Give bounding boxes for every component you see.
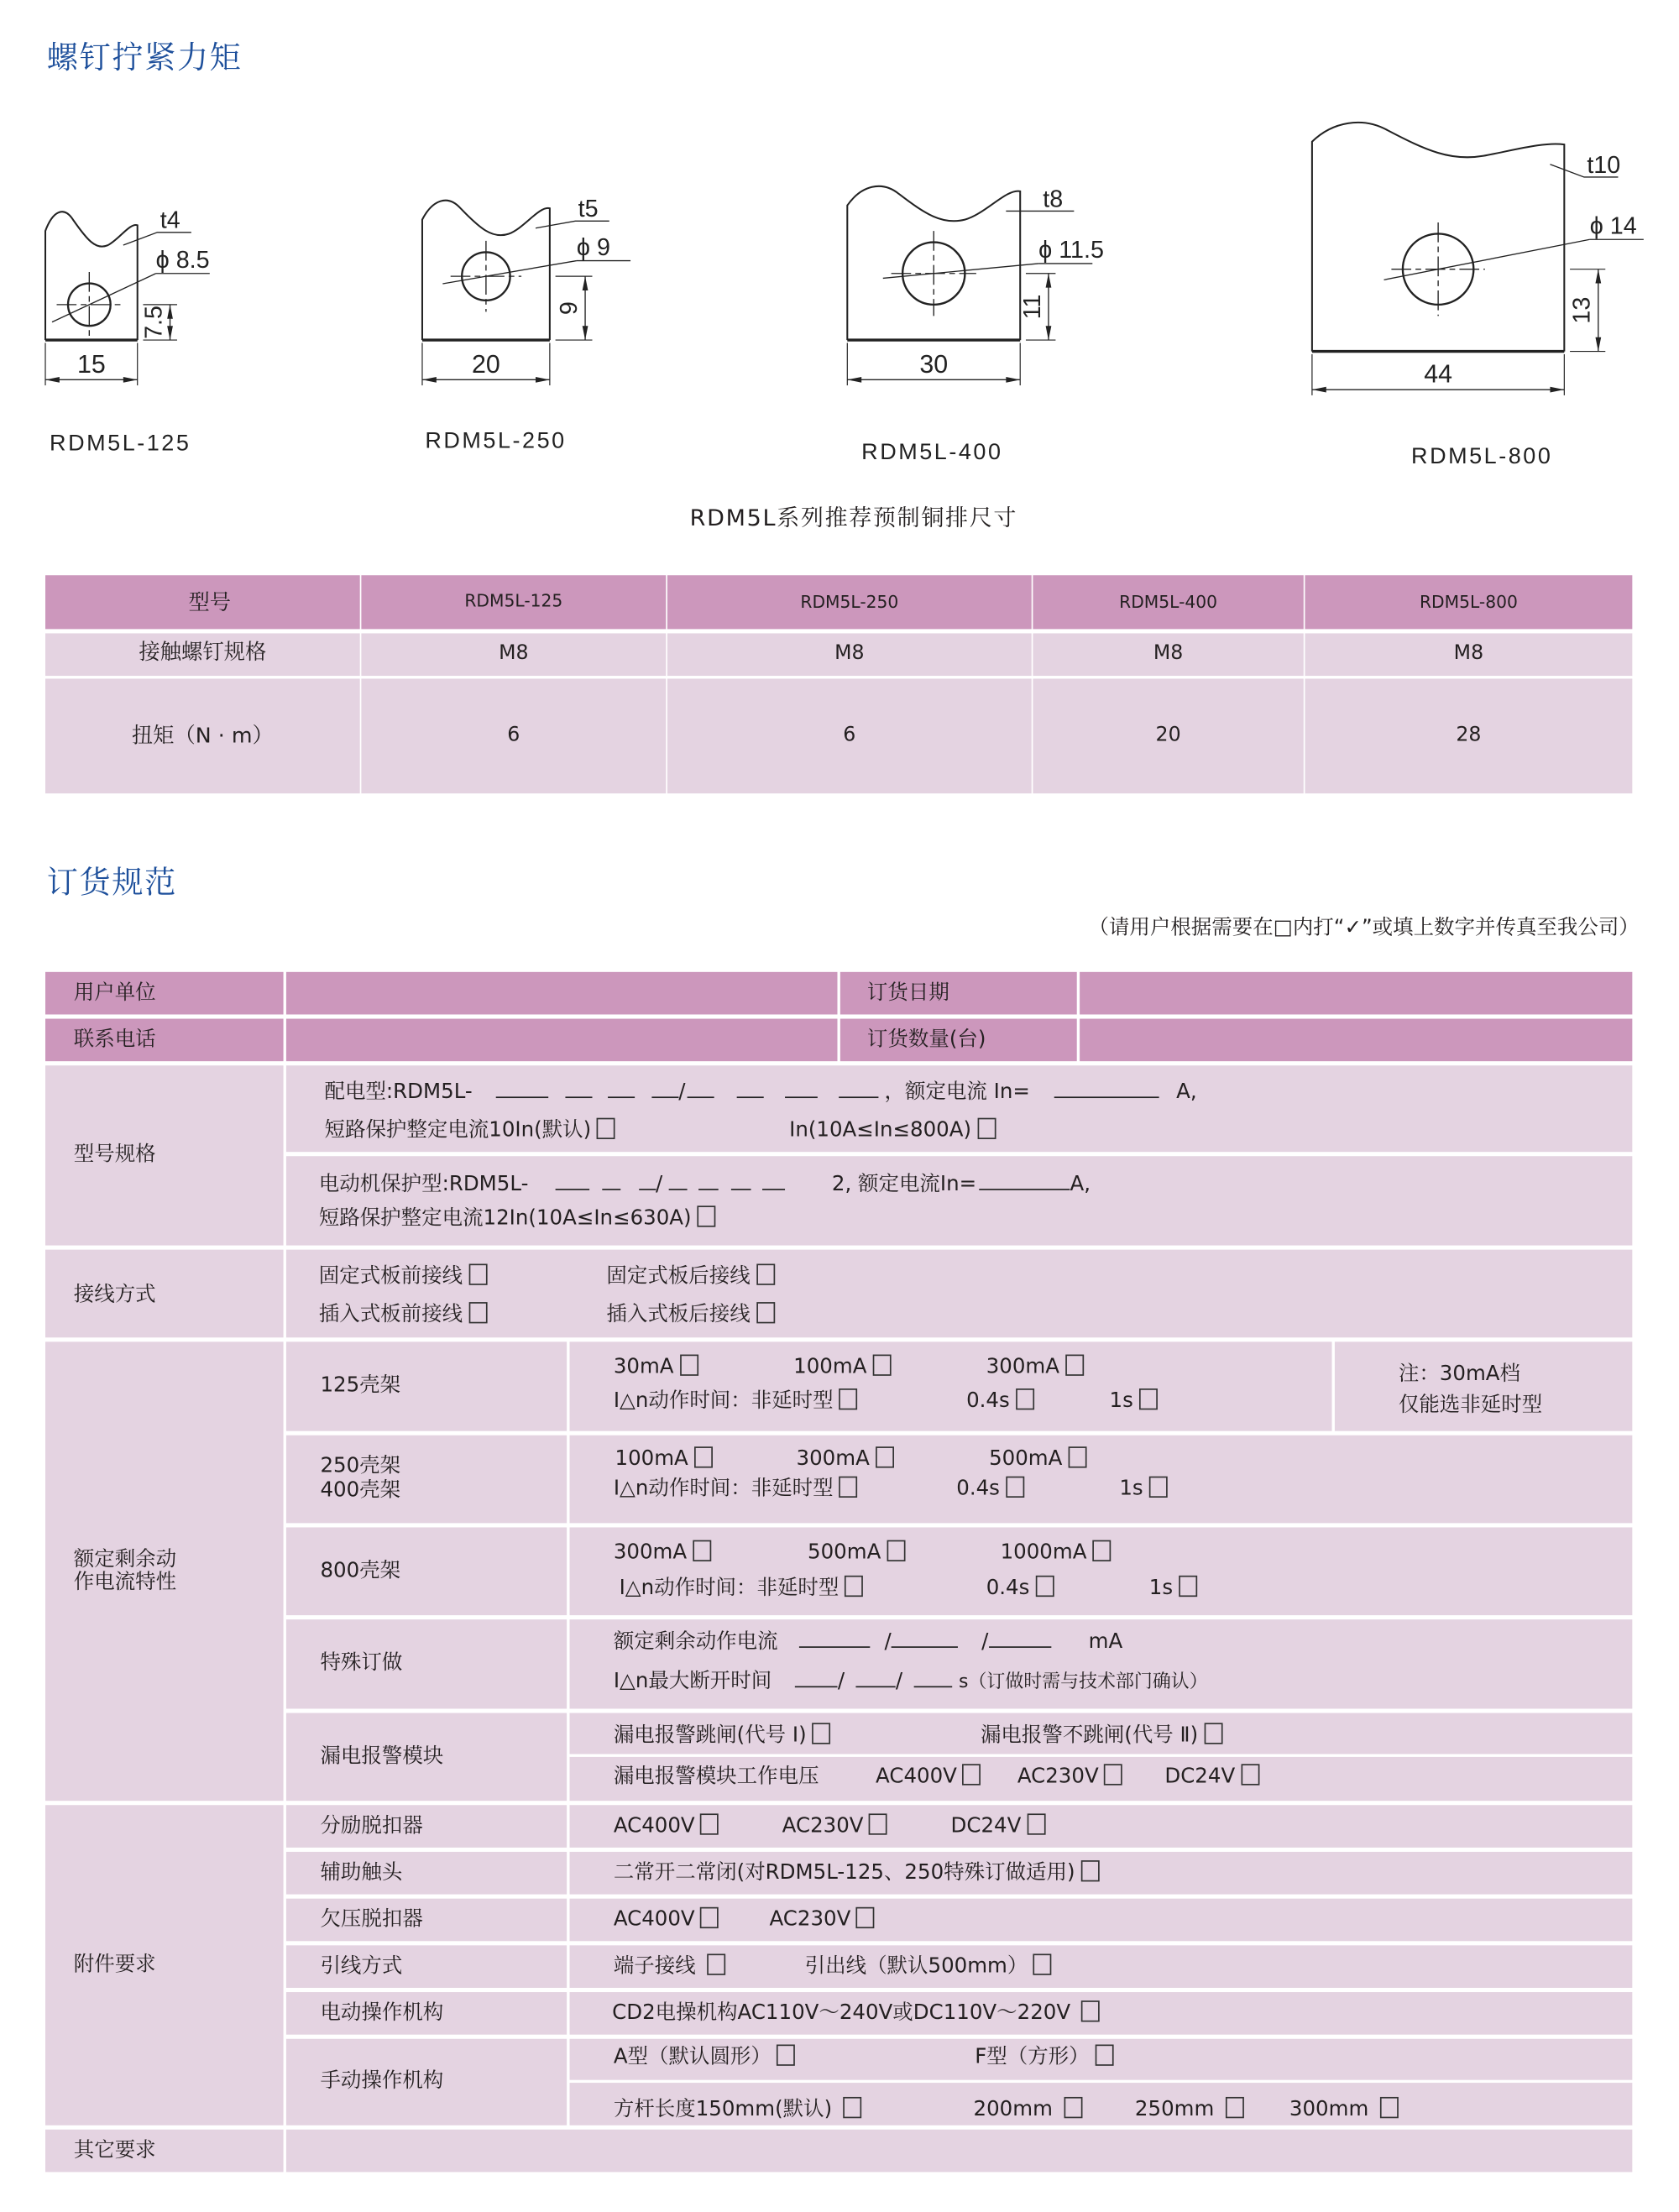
field-label: I△n最大断开时间 (613, 1670, 772, 1693)
option (325, 1118, 615, 1143)
unit: mA (1088, 1630, 1123, 1654)
blank-field[interactable] (856, 1669, 896, 1687)
checkbox[interactable] (1027, 1813, 1045, 1834)
checkbox[interactable] (869, 1813, 887, 1834)
arrowhead (167, 305, 173, 319)
option-label: AC400V (613, 1908, 695, 1932)
option (620, 1576, 864, 1601)
checkbox[interactable] (1095, 2044, 1113, 2065)
busbar-drawings (0, 0, 1679, 482)
note-line: 仅能选非延时型 (1398, 1394, 1543, 1417)
option-label: 方杆长度150mm(默认) (613, 2098, 833, 2121)
arrowhead (1046, 274, 1052, 288)
table-cell: M8 (1153, 641, 1184, 665)
checkbox[interactable] (1179, 1576, 1197, 1597)
busbar-outline (847, 186, 1020, 340)
blank-field[interactable] (892, 1629, 958, 1648)
checkbox[interactable] (707, 1953, 725, 1974)
header-cell: RDM5L-800 (1419, 592, 1518, 613)
table-cell: 20 (1155, 724, 1181, 747)
blank-field[interactable] (731, 1172, 751, 1190)
option (1289, 2097, 1399, 2122)
thickness-label: t5 (578, 196, 599, 223)
arrowhead (1595, 269, 1601, 284)
checkbox[interactable] (1035, 1576, 1054, 1597)
option-label: 300mm (1289, 2098, 1369, 2121)
checkbox[interactable] (700, 1813, 719, 1834)
option (876, 1764, 981, 1789)
checkbox[interactable] (700, 1907, 719, 1928)
phone-input[interactable] (286, 1019, 838, 1062)
option-label: AC230V (782, 1815, 864, 1838)
lead-method-label: 引线方式 (320, 1955, 403, 1979)
table-cell: 接触螺钉规格 (139, 639, 267, 665)
checkbox[interactable] (839, 1388, 857, 1409)
option (614, 1953, 725, 1979)
blank-field[interactable] (988, 1629, 1050, 1648)
arrowhead (536, 377, 550, 383)
option-label: 漏电报警跳闸(代号 Ⅰ) (613, 1724, 807, 1748)
option-label: 固定式板前接线 (318, 1265, 463, 1289)
option (319, 1205, 716, 1231)
option (614, 1388, 858, 1414)
option (1110, 1388, 1158, 1414)
arrowhead (1550, 387, 1564, 393)
special-time-line: I△n最大断开时间 / / s（订做时需与技术部门确认） (613, 1670, 1208, 1693)
option-label: A型（默认圆形） (613, 2046, 772, 2069)
option (808, 1540, 905, 1566)
option-label: 300mA (796, 1447, 870, 1471)
option (1149, 1576, 1197, 1601)
checkbox[interactable] (679, 1355, 698, 1376)
blank-field[interactable] (798, 1629, 869, 1648)
arrowhead (583, 326, 588, 340)
option-label: 短路保护整定电流10In(默认) (324, 1119, 592, 1143)
option-label: 500mA (989, 1447, 1063, 1471)
option (989, 1446, 1086, 1472)
rated-current-label: 2, 额定电流In= (831, 1173, 977, 1196)
manual-operator-label: 手动操作机构 (320, 2069, 444, 2093)
aux-contact-label: 辅助触头 (320, 1861, 403, 1885)
model-label: RDM5L-400 (861, 438, 1003, 464)
option (614, 1355, 698, 1380)
option (975, 2044, 1113, 2069)
other-requirements-input[interactable] (286, 2130, 1632, 2173)
option-label: I△n动作时间：非延时型 (619, 1577, 840, 1600)
order-note: （请用户根据需要在□内打“✓”或填上数字并传真至我公司） (1088, 917, 1640, 940)
rated-current-input[interactable] (1054, 1080, 1159, 1098)
checkbox[interactable] (1016, 1388, 1034, 1409)
arrowhead (1046, 326, 1052, 340)
blank-field[interactable] (699, 1172, 719, 1190)
option-label: In(10A≤In≤800A) (789, 1119, 972, 1143)
option-label: 1s (1148, 1577, 1174, 1600)
blank-field[interactable] (651, 1080, 678, 1098)
checkbox[interactable] (597, 1118, 615, 1139)
option-label: I△n动作时间：非延时型 (613, 1477, 834, 1501)
hole-height-label: 13 (1568, 296, 1596, 324)
checkbox[interactable] (963, 1764, 981, 1785)
motor-operator-label: 电动操作机构 (320, 2001, 444, 2025)
rated-current-label: ，额定电流 In= (884, 1080, 1030, 1104)
checkbox[interactable] (1380, 2097, 1399, 2118)
checkbox[interactable] (887, 1540, 905, 1561)
option (789, 1118, 996, 1143)
option (615, 1446, 713, 1472)
arrowhead (167, 326, 173, 340)
option (614, 1907, 719, 1932)
option (319, 1302, 487, 1327)
checkbox[interactable] (1241, 1764, 1259, 1785)
unit: s（订做时需与技术部门确认） (959, 1671, 1208, 1693)
arrowhead (583, 276, 588, 290)
option (606, 1302, 774, 1327)
option (797, 1446, 894, 1472)
option-label: 0.4s (966, 1389, 1010, 1413)
option-label: AC230V (769, 1908, 851, 1932)
option-label: 300mA (986, 1356, 1060, 1379)
option-label: 端子接线 (613, 1955, 696, 1979)
option-label: AC400V (876, 1765, 957, 1789)
checkbox[interactable] (1064, 2097, 1082, 2118)
checkbox[interactable] (856, 1907, 875, 1928)
checkbox[interactable] (844, 2097, 862, 2118)
blank-field[interactable] (496, 1080, 548, 1098)
header-cell: RDM5L-250 (800, 592, 899, 613)
checkbox[interactable] (693, 1540, 711, 1561)
hole-diameter-label: ϕ 14 (1589, 212, 1637, 240)
frame-125-label: 125壳架 (320, 1374, 401, 1398)
option-label: DC24V (950, 1815, 1022, 1838)
hole-height-label: 9 (555, 301, 583, 316)
checkbox[interactable] (1092, 1540, 1111, 1561)
checkbox[interactable] (977, 1118, 996, 1139)
hole-height-label: 7.5 (140, 306, 168, 339)
option-label: DC24V (1164, 1765, 1236, 1789)
quantity-input[interactable] (1080, 1019, 1632, 1062)
section-title-torque: 螺钉拧紧力矩 (46, 40, 243, 77)
arrowhead (1006, 377, 1020, 383)
motor-type-line: 电动机保护型:RDM5L- / 2, 额定电流In= A, (318, 1173, 1091, 1196)
blank-field[interactable] (785, 1080, 818, 1098)
thickness-label: t8 (1043, 186, 1064, 213)
busbar-outline (45, 212, 138, 340)
checkbox[interactable] (1068, 1446, 1086, 1467)
checkbox[interactable] (1148, 1477, 1167, 1498)
blank-field[interactable] (763, 1172, 786, 1190)
table-cell: 28 (1456, 724, 1482, 747)
thickness-label: t10 (1587, 151, 1621, 179)
option-label: 0.4s (956, 1477, 1000, 1501)
checkbox[interactable] (839, 1477, 857, 1498)
option-label: 300mA (613, 1541, 688, 1565)
option-label: 30mA (613, 1356, 674, 1379)
checkbox[interactable] (694, 1446, 713, 1467)
blank-field[interactable] (737, 1080, 764, 1098)
checkbox[interactable] (777, 2044, 796, 2065)
option-label: F型（方形） (975, 2046, 1090, 2069)
blank-field[interactable] (687, 1080, 714, 1098)
header-cell: 型号 (188, 589, 232, 615)
width-label: 44 (1424, 359, 1453, 389)
alarm-module-label: 漏电报警模块 (320, 1745, 444, 1769)
motor-prefix: 电动机保护型:RDM5L- (318, 1173, 529, 1196)
option-label: 二常开二常闭(对RDM5L-125、250特殊订做适用) (613, 1861, 1075, 1885)
customer-input[interactable] (286, 972, 838, 1015)
arrowhead (1595, 337, 1601, 352)
checkbox[interactable] (756, 1302, 774, 1323)
checkbox[interactable] (1080, 1860, 1099, 1881)
thickness-label: t4 (160, 207, 180, 234)
option-label: 短路保护整定电流12In(10A≤In≤630A) (318, 1207, 692, 1231)
frame-400-label: 400壳架 (320, 1479, 401, 1503)
other-requirements-label: 其它要求 (73, 2139, 156, 2162)
thickness-leader (536, 221, 609, 227)
option (1135, 2097, 1244, 2122)
option (1164, 1764, 1259, 1789)
option (974, 2097, 1083, 2122)
header-cell: RDM5L-125 (464, 590, 563, 611)
option-label: 固定式板后接线 (606, 1265, 751, 1289)
thickness-leader (123, 233, 191, 245)
frame-250-label: 250壳架 (320, 1455, 401, 1478)
option-label: 500mA (808, 1541, 881, 1565)
option (614, 1540, 711, 1566)
option (951, 1813, 1046, 1838)
checkbox[interactable] (697, 1205, 715, 1226)
checkbox[interactable] (872, 1355, 891, 1376)
width-label: 30 (919, 349, 949, 379)
label-line: 额定剩余动 (73, 1548, 177, 1571)
arrowhead (847, 377, 861, 383)
table-cell: M8 (499, 641, 529, 665)
hole-diameter-label: ϕ 8.5 (155, 246, 210, 274)
option-label: 1s (1109, 1389, 1133, 1413)
option (793, 1355, 891, 1380)
option-label: 漏电报警不跳闸(代号 Ⅱ) (980, 1724, 1199, 1748)
blank-field[interactable] (914, 1669, 953, 1687)
checkbox[interactable] (812, 1723, 830, 1744)
option (1001, 1540, 1111, 1566)
option (981, 1723, 1222, 1748)
option-label: 1s (1119, 1477, 1143, 1501)
shunt-release-label: 分励脱扣器 (320, 1815, 423, 1838)
checkbox[interactable] (1033, 1953, 1052, 1974)
option (319, 1264, 487, 1289)
diameter-leader (1384, 239, 1590, 280)
model-spec-label: 型号规格 (73, 1143, 156, 1167)
model-label: RDM5L-125 (50, 430, 191, 456)
width-label: 20 (472, 349, 500, 379)
option (614, 1860, 1099, 1885)
checkbox[interactable] (876, 1446, 894, 1467)
customer-label: 用户单位 (73, 981, 156, 1005)
option (782, 1813, 888, 1838)
blank-field[interactable] (608, 1080, 635, 1098)
option (956, 1477, 1023, 1502)
option-label: AC230V (1017, 1765, 1099, 1789)
unit: A, (1176, 1080, 1197, 1104)
option (612, 2000, 1100, 2026)
option (1017, 1764, 1123, 1789)
hole-diameter-label: ϕ 9 (576, 233, 610, 261)
checkbox[interactable] (1082, 2000, 1101, 2021)
blank-field[interactable] (639, 1172, 656, 1190)
option-label: 插入式板后接线 (606, 1303, 751, 1326)
option (614, 1723, 831, 1748)
caption-text: RDM5L系列推荐预制铜排尺寸 (689, 504, 1018, 531)
option (769, 1907, 875, 1932)
checkbox[interactable] (468, 1264, 487, 1285)
checkbox[interactable] (1226, 2097, 1244, 2118)
checkbox[interactable] (1006, 1477, 1024, 1498)
order-date-input[interactable] (1080, 972, 1632, 1015)
quantity-label: 订货数量(台) (866, 1028, 986, 1052)
option (986, 1355, 1084, 1380)
checkbox[interactable] (845, 1576, 863, 1597)
option (614, 2097, 862, 2122)
option-label: 插入式板前接线 (318, 1303, 463, 1326)
wiring-label: 接线方式 (73, 1284, 156, 1307)
option (614, 1813, 719, 1838)
option-label: CD2电操机构AC110V～240V或DC110V～220V (612, 2001, 1071, 2025)
arrowhead (123, 377, 138, 383)
option (614, 2044, 796, 2069)
checkbox[interactable] (1065, 1355, 1084, 1376)
option (986, 1576, 1054, 1601)
blank-field[interactable] (795, 1669, 838, 1687)
checkbox[interactable] (1204, 1723, 1222, 1744)
option-label: 250mm (1134, 2098, 1215, 2121)
field-label: 额定剩余动作电流 (613, 1630, 778, 1654)
option-label: 1000mA (1000, 1541, 1087, 1565)
blank-field[interactable] (668, 1172, 687, 1190)
model-label: RDM5L-250 (425, 427, 567, 453)
frame-800-label: 800壳架 (320, 1560, 401, 1583)
option (614, 1477, 858, 1502)
blank-field[interactable] (838, 1080, 877, 1098)
alarm-voltage-label: 漏电报警模块工作电压 (613, 1765, 819, 1789)
table-cell: M8 (834, 641, 865, 665)
special-current-line: 额定剩余动作电流 / / mA (613, 1630, 1123, 1654)
label-line: 作电流特性 (73, 1571, 177, 1594)
section-title-order: 订货规范 (46, 865, 178, 902)
arrowhead (1312, 387, 1326, 393)
checkbox[interactable] (756, 1264, 774, 1285)
option (805, 1953, 1052, 1979)
header-cell: RDM5L-400 (1119, 592, 1218, 613)
blank-field[interactable] (603, 1172, 621, 1190)
width-label: 15 (76, 349, 106, 379)
rated-current-input[interactable] (980, 1172, 1070, 1190)
table-cell: 6 (843, 724, 856, 747)
arrowhead (422, 377, 437, 383)
option (1119, 1477, 1167, 1502)
option-label: 0.4s (986, 1577, 1030, 1600)
hole-height-label: 11 (1018, 294, 1046, 320)
option-label: 引出线（默认500mm） (804, 1955, 1028, 1979)
option (606, 1264, 774, 1289)
table-cell: M8 (1453, 641, 1484, 665)
distribution-type-line: 配电型:RDM5L- / ，额定电流 In= A, (324, 1080, 1197, 1104)
hole-diameter-label: ϕ 11.5 (1038, 237, 1104, 264)
option (966, 1388, 1033, 1414)
table-cell: 6 (507, 724, 520, 747)
option-label: I△n动作时间：非延时型 (613, 1389, 834, 1413)
model-label: RDM5L-800 (1411, 442, 1553, 468)
arrowhead (45, 377, 60, 383)
note-line: 注：30mA档 (1398, 1362, 1521, 1386)
checkbox[interactable] (1139, 1388, 1158, 1409)
accessories-label: 附件要求 (73, 1953, 156, 1977)
blank-field[interactable] (555, 1172, 589, 1190)
residual-label (74, 1549, 176, 1594)
option-label: 100mA (615, 1447, 688, 1471)
drawings-caption (0, 506, 1679, 531)
special-order-label: 特殊订做 (320, 1651, 403, 1675)
undervoltage-label: 欠压脱扣器 (320, 1908, 423, 1932)
blank-field[interactable] (565, 1080, 592, 1098)
diameter-leader (883, 264, 1038, 279)
table-cell: 扭矩（N · m） (131, 722, 274, 749)
order-date-label: 订货日期 (866, 981, 949, 1005)
phone-label: 联系电话 (73, 1028, 156, 1052)
checkbox[interactable] (1104, 1764, 1122, 1785)
option-label: 100mA (793, 1356, 867, 1379)
unit: A, (1070, 1173, 1091, 1196)
option-label: AC400V (613, 1815, 695, 1838)
checkbox[interactable] (468, 1302, 487, 1323)
dist-prefix: 配电型:RDM5L- (324, 1080, 473, 1104)
option-label: 200mm (973, 2098, 1053, 2121)
